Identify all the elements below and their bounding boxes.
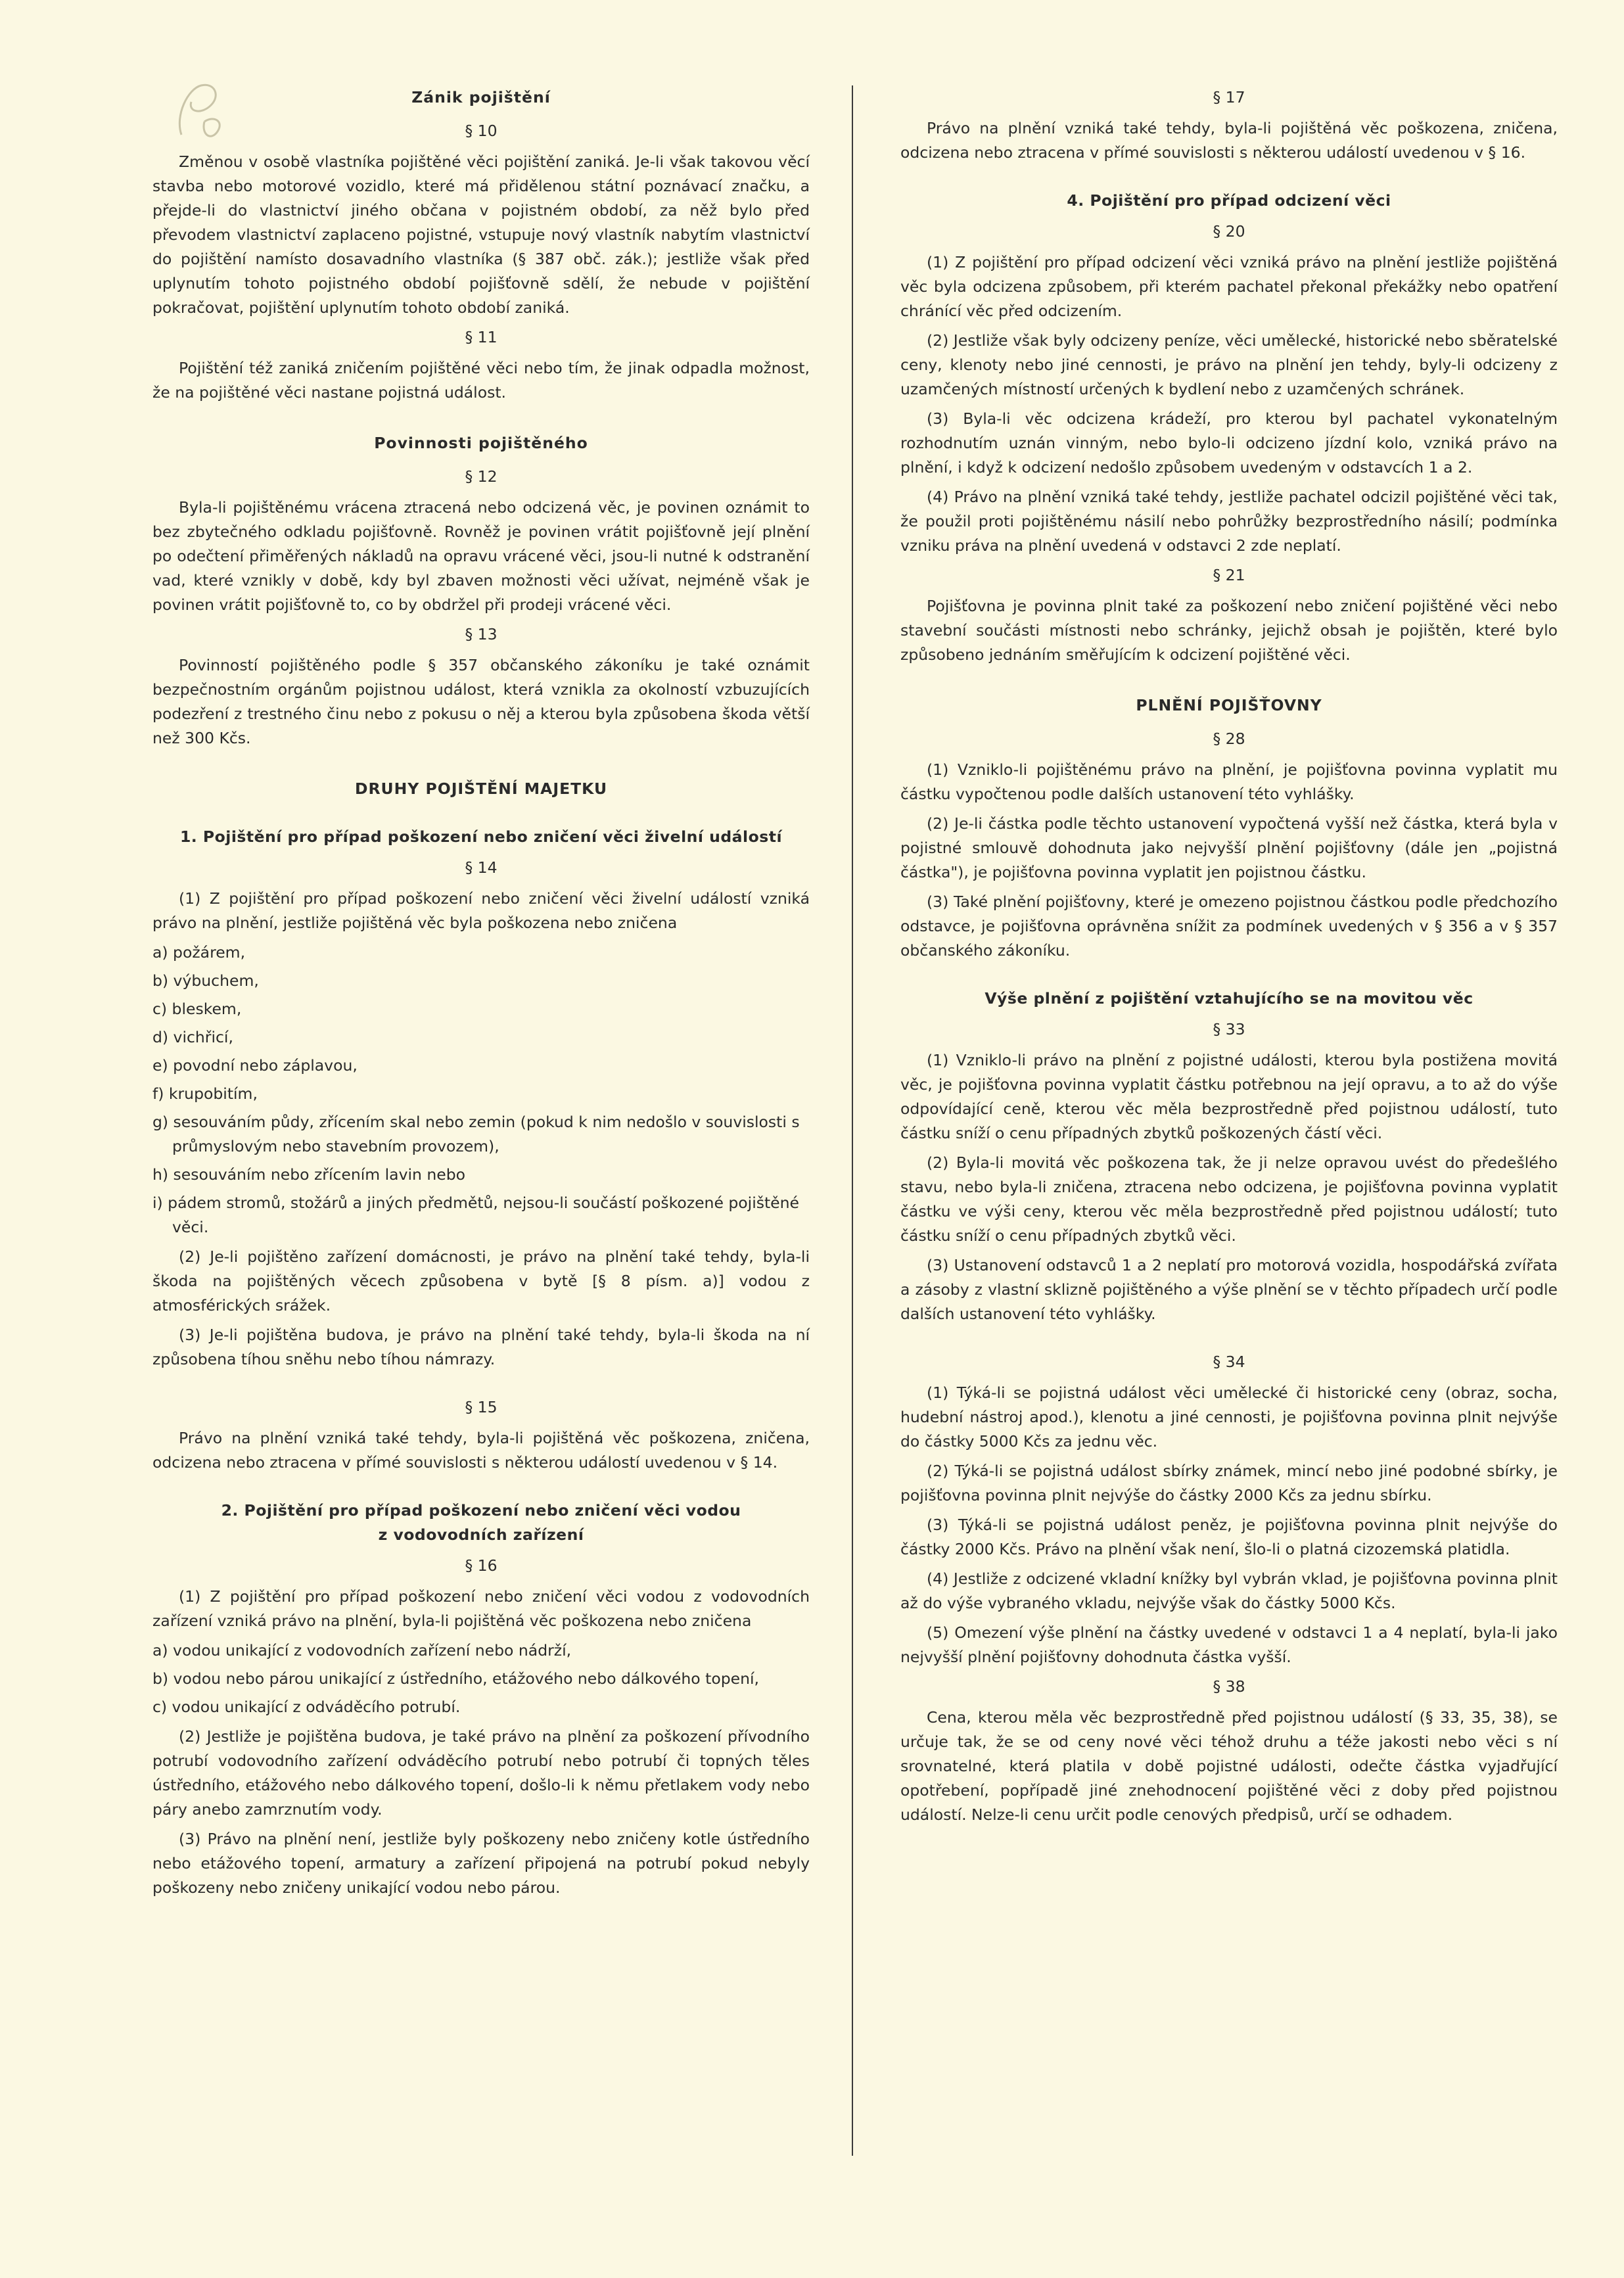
paragraph-17: Právo na plnění vzniká také tehdy, byla-li pojištěná věc poškozena, zničena, odcizena nebo ztracena v přímé souvislosti s některou událostí uvedenou v § 16.	[900, 119, 1558, 162]
list-item: g) sesouváním půdy, zřícením skal nebo zemin (pokud k nim nedošlo v souvislosti s průmyslovým nebo stavebním provozem),	[152, 1113, 800, 1155]
list-item: a) vodou unikající z vodovodních zařízení nebo nádrží,	[152, 1641, 572, 1660]
list-14	[152, 941, 810, 1240]
section-16: § 16	[465, 1556, 498, 1575]
list-item: b) výbuchem,	[152, 971, 259, 990]
paragraph-20-2: (2) Jestliže však byly odcizeny peníze, věci umělecké, historické nebo sběratelské ceny, klenoty nebo jiné cennosti, je právo na plnění jen tehdy, byly-li odcizeny z uzamčených místností určených k bydlení nebo z uzamčených schránek.	[900, 331, 1558, 398]
paragraph-34-5: (5) Omezení výše plnění na částky uvedené v odstavci 1 a 4 neplatí, byla-li jako nejvyšší plnění pojišťovny dohodnuta částka vyšší.	[900, 1623, 1558, 1666]
paragraph-21: Pojišťovna je povinna plnit také za poškození nebo zničení pojištěné věci nebo stavební součásti místnosti nebo schránky, jejichž obsah je pojištěn, které bylo způsobeno jednáním směřujícím k odcizení pojištěné věci.	[900, 597, 1558, 664]
section-38: § 38	[1213, 1677, 1245, 1696]
paragraph-20-3: (3) Byla-li věc odcizena krádeží, pro kterou byl pachatel vykonatelným rozhodnutím uznán vinným, nebo bylo-li odcizeno jízdní kolo, vzniká právo na plnění, i když k odcizení nedošlo způsobem uvedeným v odstavcích 1 a 2.	[900, 409, 1558, 477]
section-28: § 28	[1213, 730, 1245, 748]
section-15: § 15	[465, 1398, 498, 1416]
paragraph-16-2: (2) Jestliže je pojištěna budova, je také právo na plnění za poškození přívodního potrubí vodovodního zařízení odváděcího potrubí nebo potrubí či topných těles ústředního, etážového nebo dálkového topení, došlo-li k němu přetlakem vody nebo páry anebo zamrznutím vody.	[152, 1727, 810, 1819]
heading-plneni: PLNĚNÍ POJIŠŤOVNY	[1136, 696, 1322, 714]
paragraph-38: Cena, kterou měla věc bezprostředně před pojistnou událostí (§ 33, 35, 38), se určuje tak, že se od ceny nové věci téhož druhu a téže jakosti nebo věci s ní srovnatelné, která platila v době pojistné události, odečte částka vyjadřující opotřebení, popřípadě jiné znehodnocení pojištěné věci z doby před pojistnou událostí. Nelze-li cenu určit podle cenových předpisů, určí se odhadem.	[900, 1708, 1558, 1824]
paragraph-16-1: (1) Z pojištění pro případ poškození nebo zničení věci vodou z vodovodních zařízení vzniká právo na plnění, byla-li pojištěná věc poškozena nebo zničena	[152, 1587, 810, 1630]
heading-voda-b: z vodovodních zařízení	[378, 1525, 584, 1544]
list-item: a) požárem,	[152, 943, 246, 962]
paragraph-34-1: (1) Týká-li se pojistná událost věci umělecké či historické ceny (obraz, socha, hudební nástroj apod.), klenotu a jiné cennosti, je pojišťovna povinna plnit nejvýše do částky 5000 Kčs za jednu věc.	[900, 1383, 1558, 1451]
section-33: § 33	[1213, 1020, 1245, 1038]
paragraph-16-3: (3) Právo na plnění není, jestliže byly poškozeny nebo zničeny kotle ústředního nebo etážového topení, armatury a zařízení připojená na potrubí pokud nebyly poškozeny nebo zničeny unikající vodou nebo párou.	[152, 1830, 810, 1897]
paragraph-15: Právo na plnění vzniká také tehdy, byla-li pojištěná věc poškozena, zničena, odcizena nebo ztracena v přímé souvislosti s některou událostí uvedenou v § 14.	[152, 1429, 810, 1472]
paragraph-34-4: (4) Jestliže z odcizené vkladní knížky byl vybrán vklad, je pojišťovna povinna plnit až do výše vybraného vkladu, nejvýše však do částky 5000 Kčs.	[900, 1569, 1558, 1612]
paragraph-33-1: (1) Vzniklo-li právo na plnění z pojistné události, kterou byla postižena movitá věc, je pojišťovna povinna vyplatit částku potřebnou na její opravu, a to až do výše odpovídající ceně, kterou věc měla bezprostředně před pojistnou událostí, tuto částku sníží o cenu případných zbytků poškozených částí věci.	[900, 1051, 1558, 1142]
left-column	[152, 72, 810, 1905]
section-34: § 34	[1213, 1353, 1245, 1371]
section-10: § 10	[465, 122, 498, 140]
heading-druhy: DRUHY POJIŠTĚNÍ MAJETKU	[354, 779, 608, 798]
list-item: d) vichřicí,	[152, 1028, 233, 1046]
heading-odcizeni: 4. Pojištění pro případ odcizení věci	[1067, 191, 1391, 210]
paragraph-14-2: (2) Je-li pojištěno zařízení domácnosti, je právo na plnění také tehdy, byla-li škoda na pojištěných věcech způsobena v bytě [§ 8 písm. a)] vodou z atmosférických srážek.	[152, 1247, 810, 1314]
paragraph-34-3: (3) Týká-li se pojistná událost peněz, je pojišťovna povinna plnit nejvýše do částky 2000 Kčs. Právo na plnění však není, šlo-li o platná cizozemská platidla.	[900, 1516, 1558, 1558]
right-column	[900, 72, 1558, 1832]
list-item: h) sesouváním nebo zřícením lavin nebo	[152, 1165, 466, 1184]
paragraph-20-1: (1) Z pojištění pro případ odcizení věci vzniká právo na plnění jestliže pojištěná věc byla odcizena způsobem, při kterém pachatel překonal překážky nebo opatření chránící věc před odcizením.	[900, 253, 1558, 320]
section-21: § 21	[1213, 566, 1245, 584]
paragraph-33-3: (3) Ustanovení odstavců 1 a 2 neplatí pro motorová vozidla, hospodářská zvířata a zásoby z vlastní sklizně pojištěného a výše plnění se v těchto případech určí podle dalších ustanovení této vyhlášky.	[900, 1256, 1558, 1323]
paragraph-28-3: (3) Také plnění pojišťovny, které je omezeno pojistnou částkou podle předchozího odstavce, je pojišťovna oprávněna snížit za podmínek uvedených v § 356 a v § 357 občanského zákoníku.	[900, 893, 1558, 960]
paragraph-33-2: (2) Byla-li movitá věc poškozena tak, že ji nelze opravou uvést do předešlého stavu, nebo byla-li zničena, ztracena nebo odcizena, je pojišťovna povinna vyplatit částku ve výši ceny, kterou věc měla bezprostředně před pojistnou událostí; tuto částku sníží o cenu případných zbytků věci.	[900, 1153, 1558, 1245]
heading-voda-a: 2. Pojištění pro případ poškození nebo zničení věci vodou	[221, 1501, 741, 1520]
list-16	[152, 1639, 810, 1719]
list-item: i) pádem stromů, stožárů a jiných předmětů, nejsou-li součástí poškozené pojištěné věci.	[152, 1194, 799, 1236]
paragraph-12: Byla-li pojištěnému vrácena ztracená nebo odcizená věc, je povinen oznámit to bez zbytečného odkladu pojišťovně. Rovněž je povinen vrátit pojišťovně její plnění po odečtení přiměřených nákladů na opravu vrácené věci, jsou-li nutné k odstranění vad, které vznikly v době, kdy byl zbaven možnosti věci užívat, nejméně však je povinen vrátit pojišťovně to, co by obdržel při prodeji vrácené věci.	[152, 498, 810, 614]
section-12: § 12	[465, 467, 498, 486]
list-item: c) bleskem,	[152, 1000, 242, 1018]
section-17: § 17	[1213, 88, 1245, 106]
section-20: § 20	[1213, 222, 1245, 241]
list-item: f) krupobitím,	[152, 1084, 258, 1103]
list-item: b) vodou nebo párou unikající z ústředního, etážového nebo dálkového topení,	[152, 1669, 759, 1688]
section-14: § 14	[465, 858, 498, 877]
paragraph-28-2: (2) Je-li částka podle těchto ustanovení vypočtená vyšší než částka, která byla v pojistné smlouvě dohodnuta jako nejvyšší plnění pojišťovny (dále jen „pojistná částka"), je pojišťovna povinna vyplatit jen pojistnou částku.	[900, 814, 1558, 881]
paragraph-13: Povinností pojištěného podle § 357 občanského zákoníku je také oznámit bezpečnostním orgánům pojistnou událost, která vznikla za okolností vzbuzujících podezření z trestného činu nebo z pokusu o něj a kterou byla způsobena škoda větší než 300 Kčs.	[152, 656, 810, 747]
list-item: c) vodou unikající z odváděcího potrubí.	[152, 1698, 461, 1716]
paragraph-20-4: (4) Právo na plnění vzniká také tehdy, jestliže pachatel odcizil pojištěné věci tak, že použil proti pojištěnému násilí nebo pohrůžky bezprostředního násilí; podmínka vzniku práva na plnění uvedená v odstavci 2 zde neplatí.	[900, 488, 1558, 555]
heading-povinnosti: Povinnosti pojištěného	[374, 434, 588, 452]
paragraph-14-1: (1) Z pojištění pro případ poškození nebo zničení věci živelní událostí vzniká právo na plnění, jestliže pojištěná věc byla poškozena nebo zničena	[152, 889, 810, 932]
paragraph-28-1: (1) Vzniklo-li pojištěnému právo na plnění, je pojišťovna povinna vyplatit mu částku vypočtenou podle dalších ustanovení této vyhlášky.	[900, 760, 1558, 803]
column-divider	[852, 85, 853, 2156]
list-item: e) povodní nebo záplavou,	[152, 1056, 358, 1075]
paragraph-11: Pojištění též zaniká zničením pojištěné věci nebo tím, že jinak odpadla možnost, že na pojištěné věci nastane pojistná událost.	[152, 359, 810, 402]
heading-zanik: Zánik pojištění	[411, 88, 551, 106]
paragraph-10: Změnou v osobě vlastníka pojištěné věci pojištění zaniká. Je-li však takovou věcí stavba nebo motorové vozidlo, které má přidělenou státní poznávací značku, a přejde-li do vlastnictví jiného občana v pojistném období, za něž bylo před převodem vlastnictví zaplaceno pojistné, vstupuje nový vlastník nabytím vlastnictví do pojištění namísto dosavadního vlastníka (§ 387 obč. zák.); jestliže však před uplynutím tohoto pojistného období pojišťovně sdělí, že nebude v pojištění pokračovat, pojištění uplynutím tohoto období zaniká.	[152, 152, 810, 317]
section-13: § 13	[465, 625, 498, 643]
paragraph-14-3: (3) Je-li pojištěna budova, je právo na plnění také tehdy, byla-li škoda na ní způsobena tíhou sněhu nebo tíhou námrazy.	[152, 1326, 810, 1368]
heading-zivelni: 1. Pojištění pro případ poškození nebo zničení věci živelní událostí	[179, 827, 783, 846]
heading-vyse-plneni: Výše plnění z pojištění vztahujícího se na movitou věc	[985, 989, 1473, 1008]
section-11: § 11	[465, 328, 498, 346]
paragraph-34-2: (2) Týká-li se pojistná událost sbírky známek, mincí nebo jiné podobné sbírky, je pojišťovna povinna plnit nejvýše do částky 2000 Kčs za jednu sbírku.	[900, 1462, 1558, 1504]
